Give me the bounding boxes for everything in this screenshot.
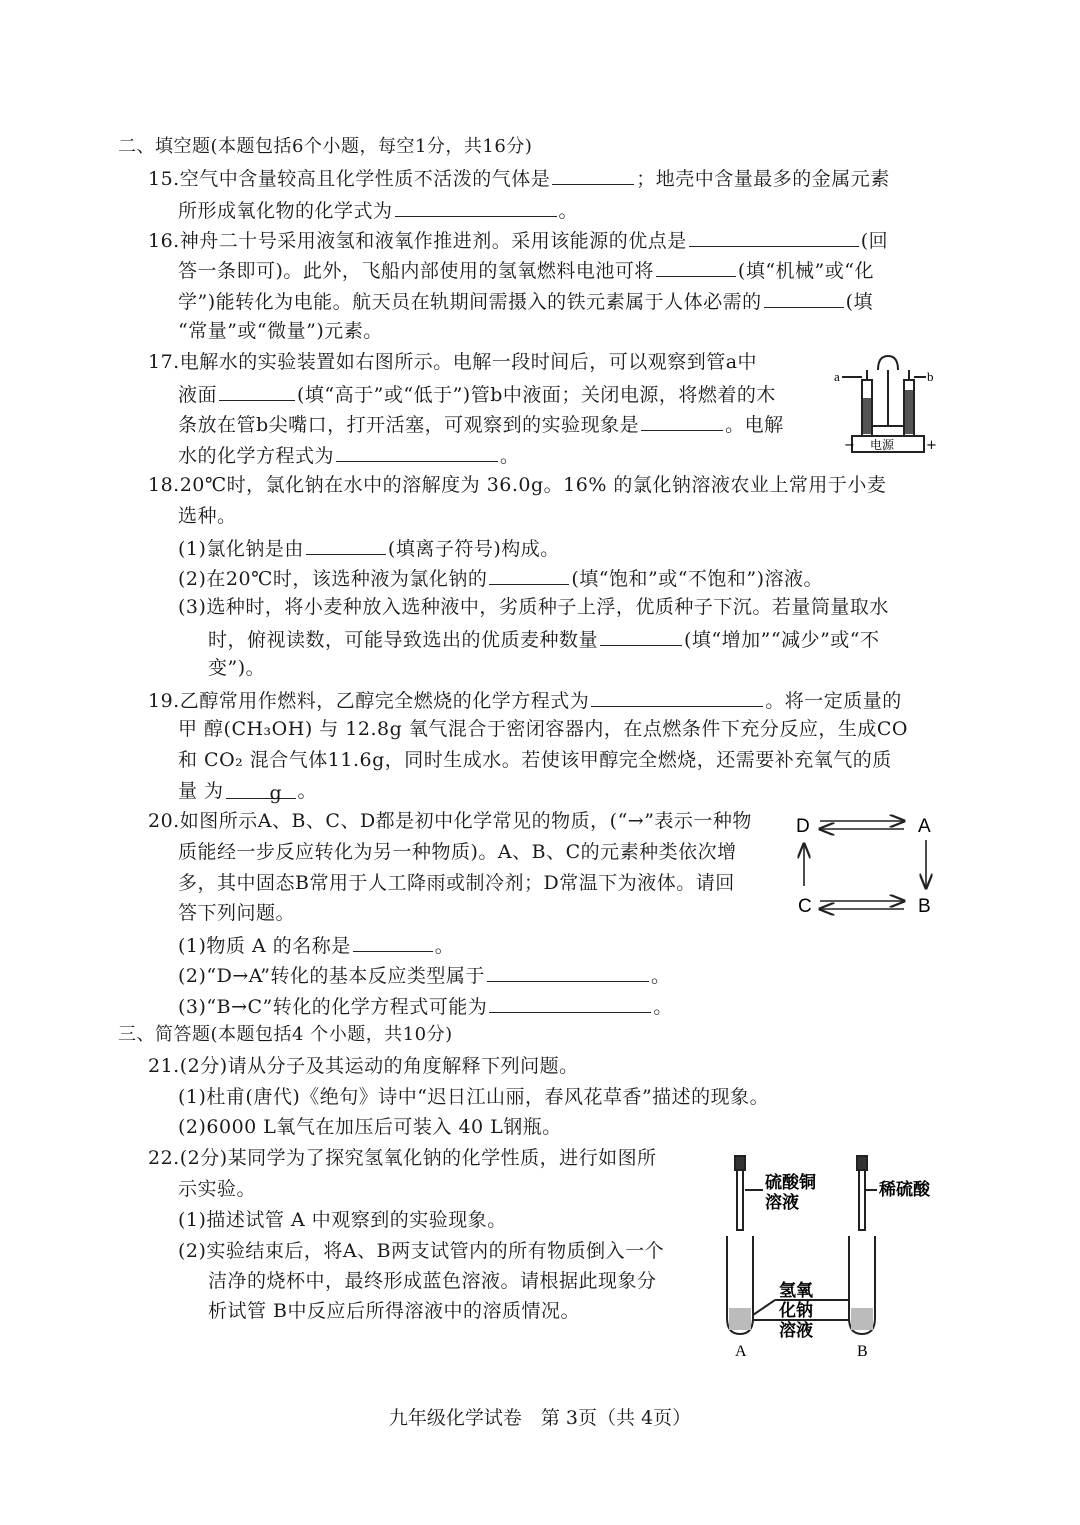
q18-text: (1)氯化钠是由	[178, 538, 304, 560]
label-h2so4: 稀硫酸	[879, 1180, 930, 1200]
q16-text: 学”)能转化为电能。航天员在轨期间需摄入的铁元素属于人体必需的	[178, 291, 762, 313]
label-tube-a: A	[735, 1343, 747, 1360]
minus-sign: −	[844, 438, 855, 453]
q16-blank-2[interactable]	[656, 256, 736, 277]
q15-line-1	[148, 164, 890, 192]
q18-blank-1[interactable]	[306, 534, 386, 555]
q22-part-2-line-1: (2)实验结束后，将A、B两支试管内的所有物质倒入一个	[178, 1240, 665, 1262]
q18-blank-3[interactable]	[600, 625, 682, 646]
q19-text: 。将一定质量的	[765, 690, 902, 712]
q20-text: (1)物质 A 的名称是	[178, 935, 351, 957]
q17-text: 。电解	[725, 414, 784, 436]
q16-line-4: “常量”或“微量”)元素。	[178, 320, 383, 342]
q19-line-1	[148, 686, 902, 714]
q19-line-4	[178, 778, 317, 804]
q18-blank-2[interactable]	[489, 564, 569, 585]
q17-blank-2[interactable]	[641, 410, 723, 431]
q21-line-1: 21.(2分)请从分子及其运动的角度解释下列问题。	[148, 1055, 579, 1077]
q16-line-2	[178, 256, 874, 284]
q20-text: (3)“B→C”转化的化学方程式可能为	[178, 996, 488, 1018]
q20-line-2: 质能经一步反应转化为另一种物质)。A、B、C的元素种类依次增	[178, 841, 737, 863]
dropper-bulb-a	[735, 1156, 745, 1170]
q16-line-3	[178, 287, 873, 315]
q19-blank-1[interactable]	[591, 686, 763, 707]
q19-line-2: 甲 醇(CH₃OH) 与 12.8g 氧气混合于密闭容器内，在点燃条件下充分反应，生成CO	[178, 718, 908, 740]
dropper-b	[859, 1170, 865, 1230]
q16-text: 16.神舟二十号采用液氢和液氧作推进剂。采用该能源的优点是	[148, 230, 687, 252]
q20-text: 。	[434, 935, 455, 957]
q15-text: 所形成氧化物的化学式为	[178, 200, 393, 222]
q20-part-3	[178, 992, 673, 1020]
reservoir-bulb	[878, 356, 898, 370]
q22-line-2: 示实验。	[178, 1178, 257, 1200]
q17-blank-1[interactable]	[219, 380, 295, 401]
q22-part-2-line-2: 洁净的烧杯中，最终形成蓝色溶液。请根据此现象分	[208, 1270, 657, 1292]
q18-text: (2)在20℃时，该选种液为氯化钠的	[178, 568, 488, 590]
power-label: 电源	[870, 438, 895, 452]
q22-part-1: (1)描述试管 A 中观察到的实验现象。	[178, 1209, 507, 1231]
q19-blank-2[interactable]	[226, 778, 296, 804]
test-tubes-figure	[715, 1150, 955, 1360]
dropper-a	[737, 1170, 743, 1230]
liquid-a	[863, 398, 871, 434]
q21-part-1: (1)杜甫(唐代)《绝句》诗中“迟日江山丽，春风花草香”描述的现象。	[178, 1086, 770, 1108]
q22-part-2-line-3: 析试管 B中反应后所得溶液中的溶质情况。	[208, 1300, 581, 1322]
q19-line-3: 和 CO₂ 混合气体11.6g，同时生成水。若使该甲醇完全燃烧，还需要补充氧气的质	[178, 749, 892, 771]
q17-text: 液面	[178, 384, 218, 406]
q20-part-2	[178, 961, 670, 989]
q17-text: 。	[500, 445, 520, 467]
label-b: b	[927, 369, 934, 384]
q19-text: 量 为	[178, 780, 224, 802]
q17-line-3	[178, 410, 784, 438]
q17-text: 条放在管b尖嘴口，打开活塞，可观察到的实验现象是	[178, 414, 640, 436]
q21-part-2: (2)6000 L氧气在加压后可装入 40 L钢瓶。	[178, 1116, 562, 1138]
q15-text: 。	[558, 200, 579, 222]
q16-text: (填	[845, 291, 874, 313]
plus-sign: +	[926, 438, 937, 453]
q17-blank-3[interactable]	[336, 441, 498, 462]
q17-line-2	[178, 380, 776, 408]
q20-blank-1[interactable]	[353, 931, 433, 952]
electrolysis-apparatus-figure	[828, 352, 938, 456]
liquid-b	[905, 390, 913, 434]
label-tube-b: B	[857, 1343, 868, 1360]
q15-text: 15.空气中含量较高且化学性质不活泼的气体是	[148, 168, 551, 190]
q16-text: (回	[860, 230, 889, 252]
q16-blank-3[interactable]	[764, 287, 844, 308]
q18-text: (填“增加”“减少”或“不	[684, 629, 880, 651]
q18-line-2: 选种。	[178, 505, 237, 527]
q16-text: 答一条即可)。此外，飞船内部使用的氢氧燃料电池可将	[178, 260, 654, 282]
q18-part-2	[178, 564, 823, 592]
q20-line-3: 多，其中固态B常用于人工降雨或制冷剂；D常温下为液体。请回	[178, 872, 735, 894]
q20-blank-3[interactable]	[489, 992, 651, 1013]
label-naoh-line-3: 溶液	[779, 1321, 813, 1341]
q16-text: (填“机械”或“化	[737, 260, 874, 282]
q18-text: 时，俯视读数，可能导致选出的优质麦种数量	[208, 629, 599, 651]
q18-part-1	[178, 534, 560, 562]
q18-part-3-line-1: (3)选种时，将小麦种放入选种液中，劣质种子上浮，优质种子下沉。若量筒量取水	[178, 596, 889, 618]
q17-line-4	[178, 441, 520, 469]
q15-text: ；地壳中含量最多的金属元素	[636, 168, 890, 190]
q18-text: (填“饱和”或“不饱和”)溶液。	[571, 568, 824, 590]
q16-line-1	[148, 226, 888, 254]
q22-line-1: 22.(2分)某同学为了探究氢氧化钠的化学性质，进行如图所	[148, 1147, 657, 1169]
q20-text: 。	[653, 996, 673, 1018]
q15-line-2	[178, 196, 578, 224]
q17-line-1: 17.电解水的实验装置如右图所示。电解一段时间后，可以观察到管a中	[148, 351, 758, 373]
label-naoh-line-1: 氢氧	[779, 1281, 813, 1301]
node-a: A	[918, 816, 931, 837]
label-naoh-line-2: 化钠	[779, 1301, 813, 1321]
node-c: C	[798, 896, 812, 917]
node-d: D	[796, 816, 810, 837]
q19-unit: g	[269, 782, 283, 804]
liquid-tube-a	[729, 1308, 751, 1330]
section-3-heading: 三、简答题(本题包括4 个小题，共10分)	[118, 1024, 453, 1045]
q20-line-1: 20.如图所示A、B、C、D都是初中化学常见的物质，(“→”表示一种物	[148, 810, 752, 832]
q20-blank-2[interactable]	[487, 961, 649, 982]
q20-part-1	[178, 931, 454, 959]
q20-text: (2)“D→A”转化的基本反应类型属于	[178, 965, 485, 987]
q16-blank-1[interactable]	[689, 226, 859, 247]
dropper-bulb-b	[857, 1156, 867, 1170]
q17-text: (填“高于”或“低于”)管b中液面；关闭电源，将燃着的木	[297, 384, 776, 406]
q19-text: 19.乙醇常用作燃料，乙醇完全燃烧的化学方程式为	[148, 690, 590, 712]
q18-line-1: 18.20℃时，氯化钠在水中的溶解度为 36.0g。16% 的氯化钠溶液农业上常用于小麦	[148, 474, 887, 496]
label-cuso4-line-1: 硫酸铜	[765, 1173, 816, 1193]
label-cuso4-line-2: 溶液	[765, 1193, 799, 1213]
page-footer: 九年级化学试卷 第 3页（共 4页）	[388, 1407, 692, 1429]
q18-part-3-line-3: 变”)。	[208, 657, 266, 679]
liquid-tube-b	[851, 1308, 873, 1330]
q15-blank-2[interactable]	[395, 196, 557, 217]
conversion-diagram-figure	[790, 810, 940, 920]
q17-text: 水的化学方程式为	[178, 445, 335, 467]
section-2-heading: 二、填空题(本题包括6个小题，每空1分，共16分)	[118, 136, 533, 157]
label-a: a	[834, 369, 840, 384]
q20-line-4: 答下列问题。	[178, 902, 296, 924]
q18-text: (填离子符号)构成。	[387, 538, 560, 560]
q19-text: 。	[297, 780, 318, 802]
q18-part-3-line-2	[208, 625, 880, 653]
q20-text: 。	[650, 965, 671, 987]
q15-blank-1[interactable]	[552, 164, 634, 185]
node-b: B	[918, 896, 931, 917]
